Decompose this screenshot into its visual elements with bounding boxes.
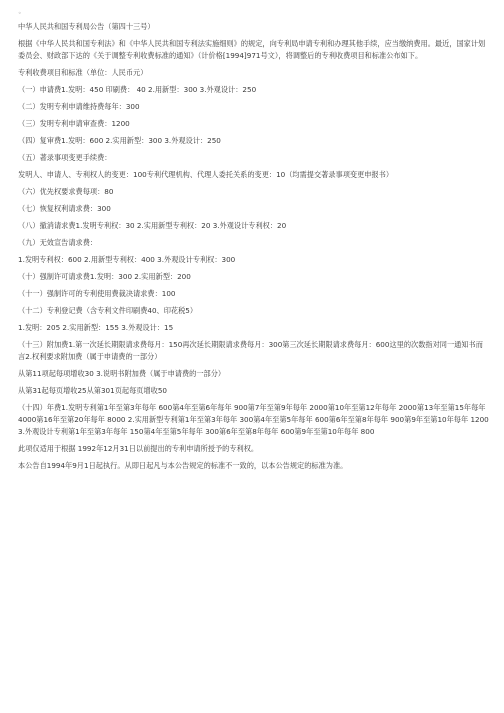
fee-item-registration-detail: 1.发明：205 2.实用新型：155 3.外观设计：15 xyxy=(18,323,174,332)
fee-item-license-ruling: （十一）强制许可的专利使用费裁决请求费：100 xyxy=(18,289,176,298)
fee-item-compulsory-license: （十）强制许可请求费1.发明：300 2.实用新型：200 xyxy=(18,272,191,281)
fee-item-application: （一）申请费1.发明：450 印刷费： 40 2.用新型：300 3.外观设计：250 xyxy=(18,85,257,94)
bullet-mark: ◦ xyxy=(18,10,22,17)
fee-item-invalidation-detail: 1.发明专利权：600 2.用新型专利权：400 3.外观设计专利权：300 xyxy=(18,255,236,264)
fee-item-reexamination: （四）复审费1.发明：600 2.实用新型：300 3.外观设计：250 xyxy=(18,136,221,145)
fee-item-annual: （十四）年费1.发明专利第1年至第3年每年 600第4年至第6年每年 900第7年至第9年每年 2000第10年至第12年每年 2000第13年至第15年每年 4000第16年至第20年每年 8000 2.实用新型专利第1年至第3年每年 300第4年至第5年每年 600第6年至第8年每年 900第9年至第10年每年 1200 3.外观设计专利第1年至第3年每年 150第4年至第5年每年 300第6年至第8年每年 600第9年至第10年每年 800 xyxy=(18,403,489,436)
fee-item-bibliographic-change: （五）著录事项变更手续费： xyxy=(18,153,112,162)
fee-item-invalidation: （九）无效宣告请求费： xyxy=(18,238,98,247)
intro-paragraph: 根据《中华人民共和国专利法》和《中华人民共和国专利法实施细则》的规定，向专利局申请专利和办理其他手续，应当缴纳费用。最近，国家计划委员会、财政部下达的《关于调整专利收费标准的通知》（计价格[1994]971号文），将调整后的专利收费项目和标准公布如下。 xyxy=(18,39,486,60)
fee-item-additional-pages: 从第31起每页增收25从第301页起每页增收50 xyxy=(18,386,167,395)
effective-date-note: 本公告自1994年9月1日起执行。从即日起凡与本公告规定的标准不一致的，以本公告规定的标准为准。 xyxy=(18,461,348,470)
fee-item-additional: （十三）附加费1.第一次延长期限请求费每月：150再次延长期限请求费每月：300第三次延长期限请求费每月：600这里的次数指对同一通知书而言2.权利要求附加费（属于申请费的一部分） xyxy=(18,340,483,361)
applicability-note: 此项仅适用于根据 1992年12月31日以前提出的专利申请所授予的专利权。 xyxy=(18,444,259,453)
fee-item-bibliographic-change-detail: 发明人、申请人、专利权人的变更：100专利代理机构、代理人委托关系的变更：10（均需提交著录事项变更申报书） xyxy=(18,170,394,179)
fee-item-additional-claims: 从第11项起每项增收30 3.说明书附加费（属于申请费的一部分） xyxy=(18,369,226,378)
fee-item-registration: （十二）专利登记费（含专利文件印刷费40、印花税5） xyxy=(18,306,198,315)
fee-item-restoration: （七）恢复权利请求费：300 xyxy=(18,204,111,213)
fee-table-heading: 专利收费项目和标准（单位：人民币元） xyxy=(18,68,148,77)
fee-item-maintenance: （二）发明专利申请维持费每年：300 xyxy=(18,102,140,111)
fee-item-revocation: （八）撤消请求费1.发明专利权：30 2.实用新型专利权：20 3.外观设计专利权：20 xyxy=(18,221,287,230)
fee-item-priority: （六）优先权要求费每项：80 xyxy=(18,187,114,196)
announcement-title: 中华人民共和国专利局公告（第四十三号） xyxy=(18,22,155,31)
fee-item-examination: （三）发明专利申请审查费：1200 xyxy=(18,119,130,128)
